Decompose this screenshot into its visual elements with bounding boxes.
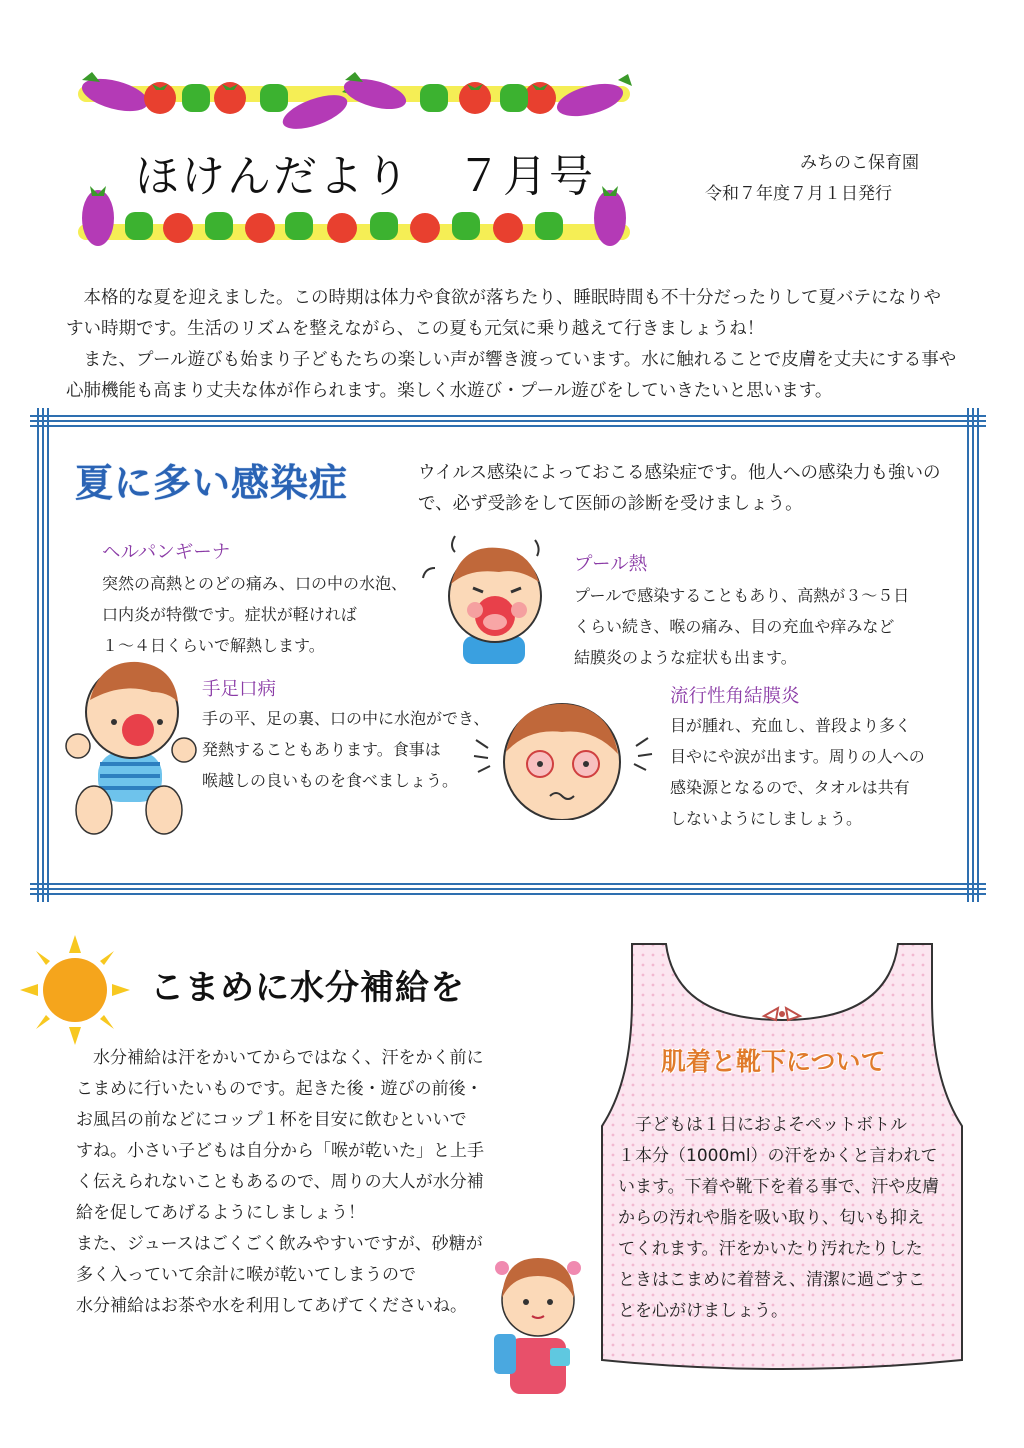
underwear-line: とを心がけましょう。	[618, 1301, 788, 1321]
tomato-icon	[144, 82, 176, 114]
underwear-text	[618, 1110, 954, 1327]
eggplant-icon	[82, 186, 114, 246]
newsletter-title: ほけんだより ７月号	[135, 151, 595, 202]
description-line: しないようにしましょう。	[670, 809, 863, 828]
hydration-text	[76, 1043, 526, 1322]
hydration-line: また、ジュースはごくごく飲みやすいですが、砂糖が	[76, 1234, 483, 1254]
description-line: 突然の高熱とのどの痛み、口の中の水泡、	[102, 574, 407, 593]
disease-pool-fever	[574, 550, 909, 673]
underwear-line: ときはこまめに着替え、清潔に過ごすこ	[618, 1270, 926, 1290]
intro-paragraph: 本格的な夏を迎えました。この時期は体力や食欲が落ちたり、睡眠時間も不十分だったりして夏バテになりやすい時期です。生活のリズムを整えながら、この夏も元気に乗り越えて行きましょうね！	[66, 288, 941, 339]
green-pepper-icon	[182, 84, 210, 112]
description-line: 目が腫れ、充血し、普段より多く	[670, 716, 911, 735]
hydration-line: 水分補給は汗をかいてからではなく、汗をかく前に	[76, 1048, 484, 1068]
tomato-icon	[245, 213, 275, 243]
sun-icon	[20, 935, 130, 1045]
underwear-section-title: 肌着と靴下について	[661, 1047, 886, 1076]
infection-lead-text: ウイルス感染によっておこる感染症です。他人への感染力も強いので、必ず受診をして医師の診断を受けましょう。	[418, 463, 941, 514]
description-line: 喉越しの良いものを食べましょう。	[202, 771, 459, 790]
disease-herpangina	[102, 538, 407, 661]
green-pepper-icon	[535, 212, 563, 240]
hydration-line: 給を促してあげるようにしましょう！	[76, 1203, 365, 1223]
green-pepper-icon	[370, 212, 398, 240]
description-line: くらい続き、喉の痛み、目の充血や痒みなど	[574, 617, 895, 636]
disease-hand-foot-mouth	[202, 675, 489, 796]
green-pepper-icon	[125, 212, 153, 240]
green-pepper-icon	[500, 84, 528, 112]
green-pepper-icon	[260, 84, 288, 112]
underwear-line: います。下着や靴下を着る事で、汗や皮膚	[618, 1177, 940, 1197]
top-vegetable-garland	[70, 62, 640, 138]
green-pepper-icon	[285, 212, 313, 240]
hydration-line: く伝えられないこともあるので、周りの大人が水分補	[76, 1172, 484, 1192]
underwear-line: からの汚れや脂を吸い取り、匂いも抑え	[618, 1208, 924, 1228]
description-line: 発熱することもあります。食事は	[202, 740, 441, 759]
intro-paragraph: また、プール遊びも始まり子どもたちの楽しい声が響き渡っています。水に触れることで皮膚を丈夫にする事や心肺機能も高まり丈夫な体が作られます。楽しく水遊び・プール遊びをしていきたいと思います。	[66, 350, 957, 401]
organization-name: みちのこ保育園	[800, 153, 919, 173]
infection-section-title: 夏に多い感染症	[75, 461, 349, 505]
disease-name: 手足口病	[202, 679, 277, 700]
underwear-line: １本分（1000ml）の汗をかくと言われて	[618, 1146, 938, 1166]
green-pepper-icon	[420, 84, 448, 112]
hydration-line: すね。小さい子どもは自分から「喉が乾いた」と上手	[76, 1141, 484, 1161]
disease-name: ヘルパンギーナ	[102, 542, 231, 563]
disease-description	[574, 580, 909, 673]
description-line: 結膜炎のような症状も出ます。	[574, 648, 797, 667]
eggplant-icon	[341, 72, 410, 115]
underwear-line: てくれます。汗をかいたり汚れたりした	[618, 1239, 923, 1259]
tomato-icon	[493, 213, 523, 243]
crying-child-illustration	[415, 528, 565, 668]
tomato-icon	[524, 82, 556, 114]
disease-description	[670, 710, 925, 834]
hydration-line: 水分補給はお茶や水を利用してあげてくださいね。	[76, 1296, 467, 1316]
tomato-icon	[163, 213, 193, 243]
hydration-line: お風呂の前などにコップ１杯を目安に飲むといいで	[76, 1110, 467, 1130]
description-line: 感染源となるので、タオルは共有	[670, 778, 910, 797]
eggplant-icon	[79, 72, 152, 117]
tomato-icon	[327, 213, 357, 243]
tomato-icon	[459, 82, 491, 114]
intro-text	[66, 283, 958, 407]
tomato-icon	[410, 213, 440, 243]
issue-date: 令和７年度７月１日発行	[705, 184, 892, 204]
disease-description	[202, 703, 489, 796]
hydration-section-title: こまめに水分補給を	[150, 968, 465, 1008]
green-pepper-icon	[205, 212, 233, 240]
disease-name: 流行性角結膜炎	[670, 686, 800, 707]
eggplant-icon	[554, 74, 632, 122]
hydration-line: こまめに行いたいものです。起きた後・遊びの前後・	[76, 1079, 483, 1099]
description-line: 口内炎が特徴です。症状が軽ければ	[102, 605, 357, 624]
disease-name: プール熱	[574, 554, 648, 575]
tomato-icon	[214, 82, 246, 114]
red-eyes-child-illustration	[470, 700, 670, 820]
description-line: プールで感染することもあり、高熱が３～５日	[574, 586, 910, 605]
hydration-line: 多く入っていて余計に喉が乾いてしまうので	[76, 1265, 416, 1285]
description-line: 目やにや涙が出ます。周りの人への	[670, 747, 925, 766]
ribbon-icon	[764, 1008, 800, 1020]
green-pepper-icon	[452, 212, 480, 240]
description-line: １～４日くらいで解熱します。	[102, 636, 325, 655]
eggplant-icon	[594, 186, 626, 246]
baby-illustration	[60, 660, 200, 850]
disease-description	[102, 568, 407, 661]
underwear-line: 子どもは１日におよそペットボトル	[618, 1115, 907, 1135]
girl-drinking-illustration	[488, 1248, 588, 1398]
disease-keratoconjunctivitis	[670, 682, 925, 834]
description-line: 手の平、足の裏、口の中に水泡ができ、	[202, 709, 490, 728]
